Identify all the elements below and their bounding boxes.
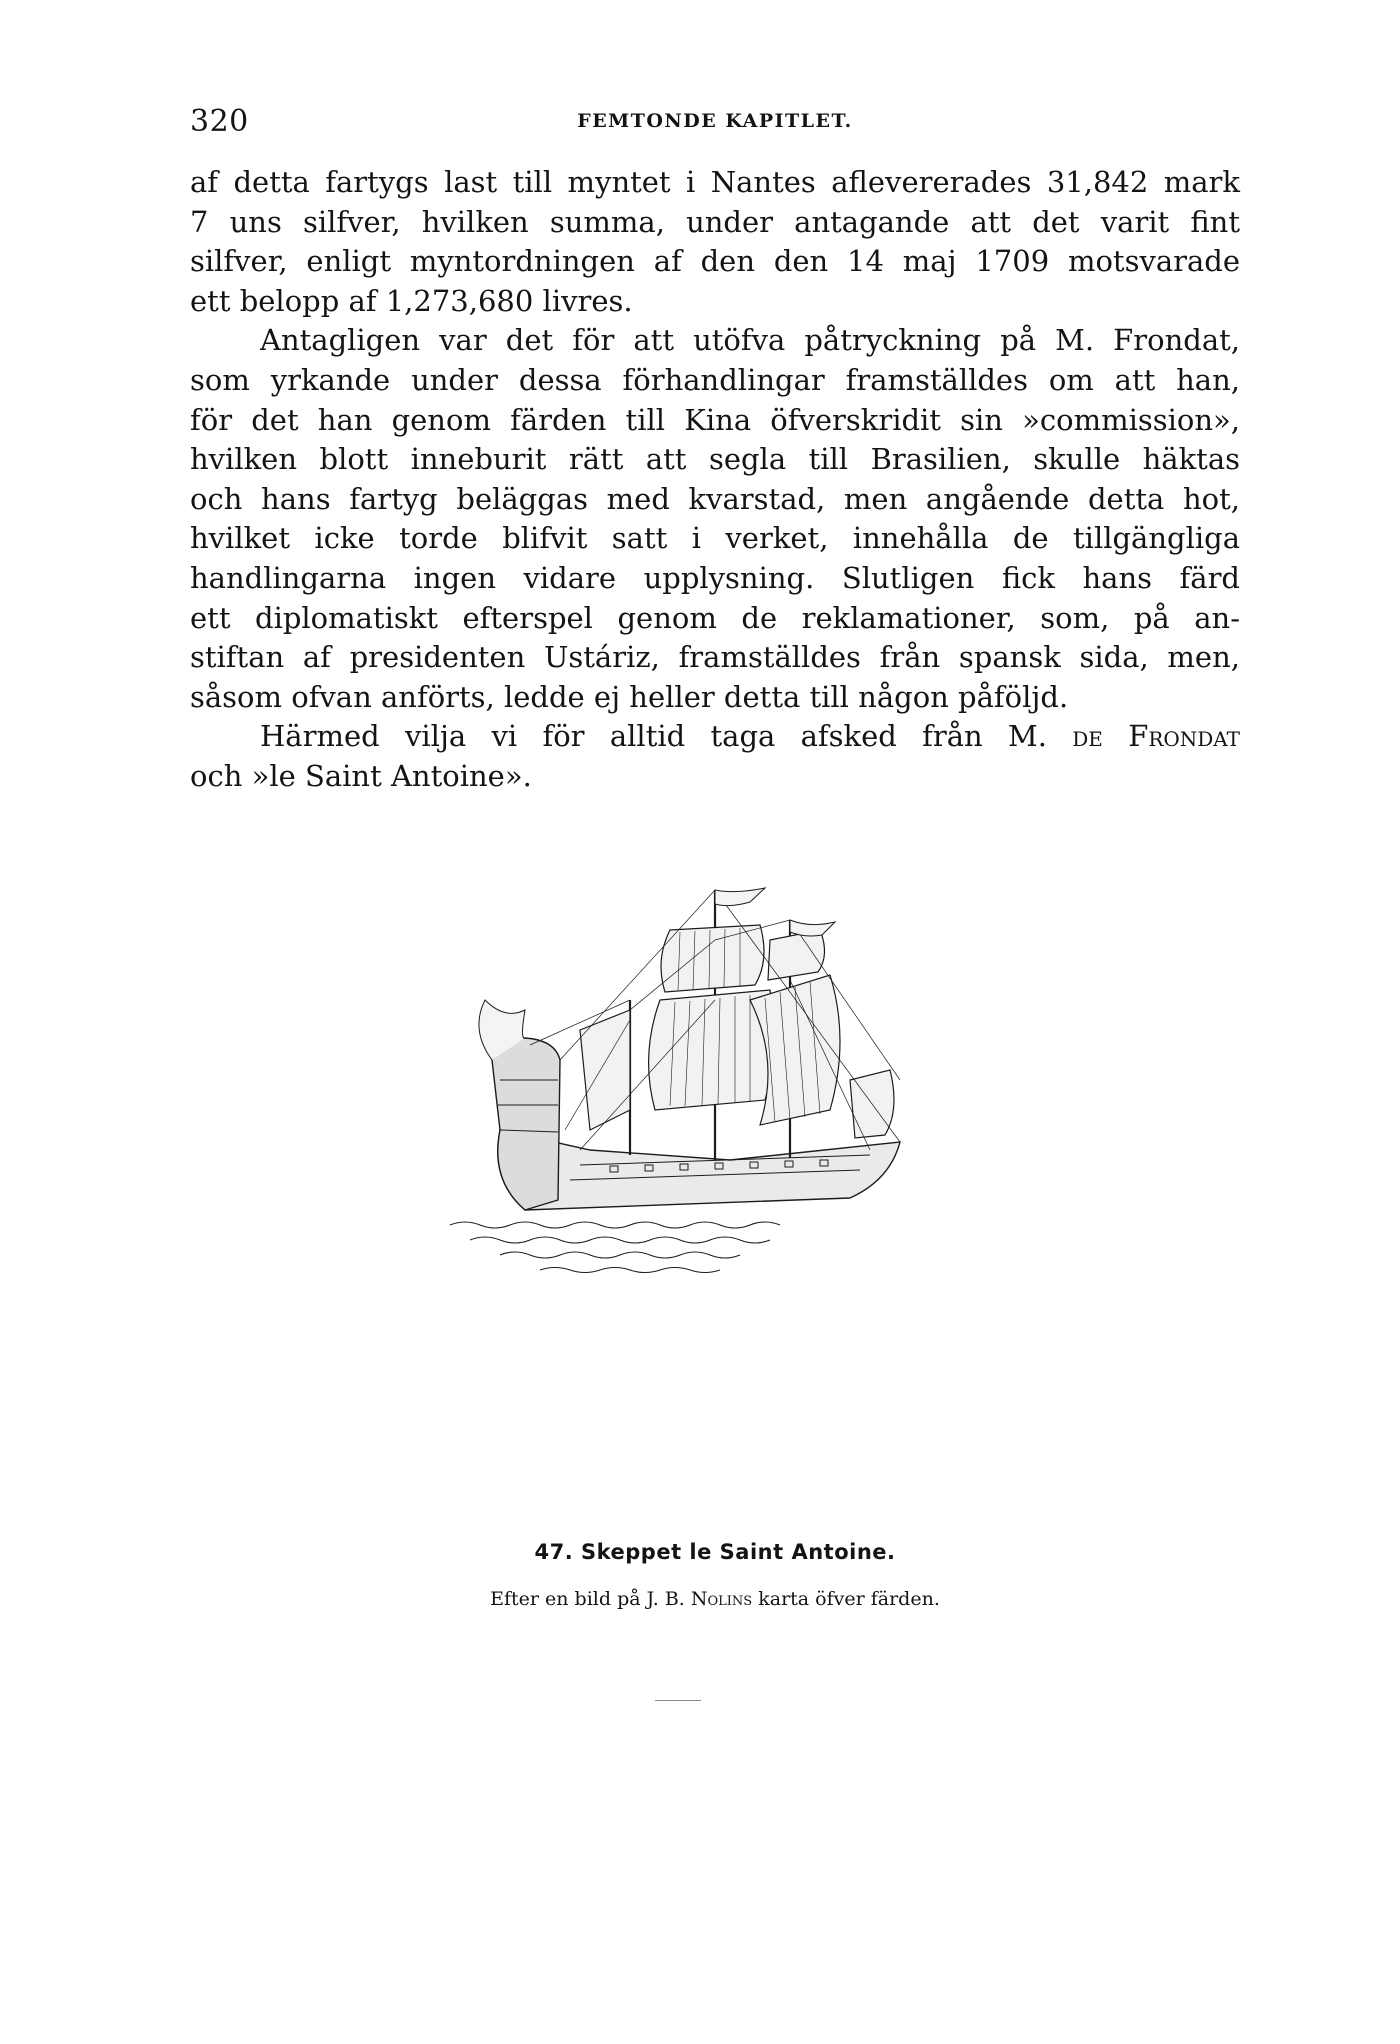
sails (580, 925, 894, 1138)
running-head: FEMTONDE KAPITLET. (577, 110, 853, 132)
text-line: som yrkande under dessa förhandlingar framställdes om att han, (190, 362, 1240, 397)
paragraph-2 (190, 321, 1240, 717)
figure-credit (190, 1588, 1240, 1610)
person-name: de Frondat (1072, 719, 1241, 754)
text-line: 7 uns silfver, hvilken summa, under antagande att det varit fint (190, 204, 1240, 239)
text-line: och »le Saint Antoine». (190, 758, 532, 793)
text-line: hvilken blott inneburit rätt att segla till Brasilien, skulle häktas (190, 442, 1240, 477)
text-line: handlingarna ingen vidare upplysning. Slutligen fick hans färd (190, 560, 1240, 595)
page-header (190, 104, 1240, 144)
end-rule (655, 1700, 701, 1701)
text-line: af detta fartygs last till myntet i Nantes aflevererades 31,842 mark (190, 165, 1240, 199)
figure-caption: 47. Skeppet le Saint Antoine. (534, 1540, 896, 1564)
credit-suffix: karta öfver färden. (752, 1588, 940, 1610)
credit-name: Nolins (690, 1588, 753, 1610)
text-line: ett diplomatiskt efterspel genom de reklamationer, som, på an- (190, 600, 1240, 635)
paragraph-1 (190, 163, 1240, 321)
text-line (190, 717, 1240, 757)
text-line: och hans fartyg beläggas med kvarstad, men angående detta hot, (190, 481, 1240, 516)
body-text (190, 163, 1240, 797)
stern-castle (492, 1038, 560, 1210)
sea-waves (450, 1222, 780, 1273)
text-line: såsom ofvan anförts, ledde ej heller detta till någon påföljd. (190, 679, 1069, 714)
credit-prefix: Efter en bild på J. B. (490, 1588, 691, 1610)
page-number: 320 (190, 104, 249, 139)
paragraph-3 (190, 717, 1240, 796)
ship-illustration (430, 880, 990, 1280)
text-line: stiftan af presidenten Ustáriz, framställdes från spansk sida, men, (190, 640, 1240, 675)
text-span: Härmed vilja vi för alltid taga afsked från M. (260, 719, 1073, 754)
text-line: hvilket icke torde blifvit satt i verket, innehålla de tillgängliga (190, 521, 1240, 556)
text-line: för det han genom färden till Kina öfverskridit sin »commission», (190, 402, 1240, 437)
text-line: ett belopp af 1,273,680 livres. (190, 283, 633, 318)
text-line: Antagligen var det för att utöfva påtryckning på M. Frondat, (260, 323, 1240, 358)
text-line: silfver, enligt myntordningen af den den 14 maj 1709 motsvarade (190, 244, 1240, 279)
